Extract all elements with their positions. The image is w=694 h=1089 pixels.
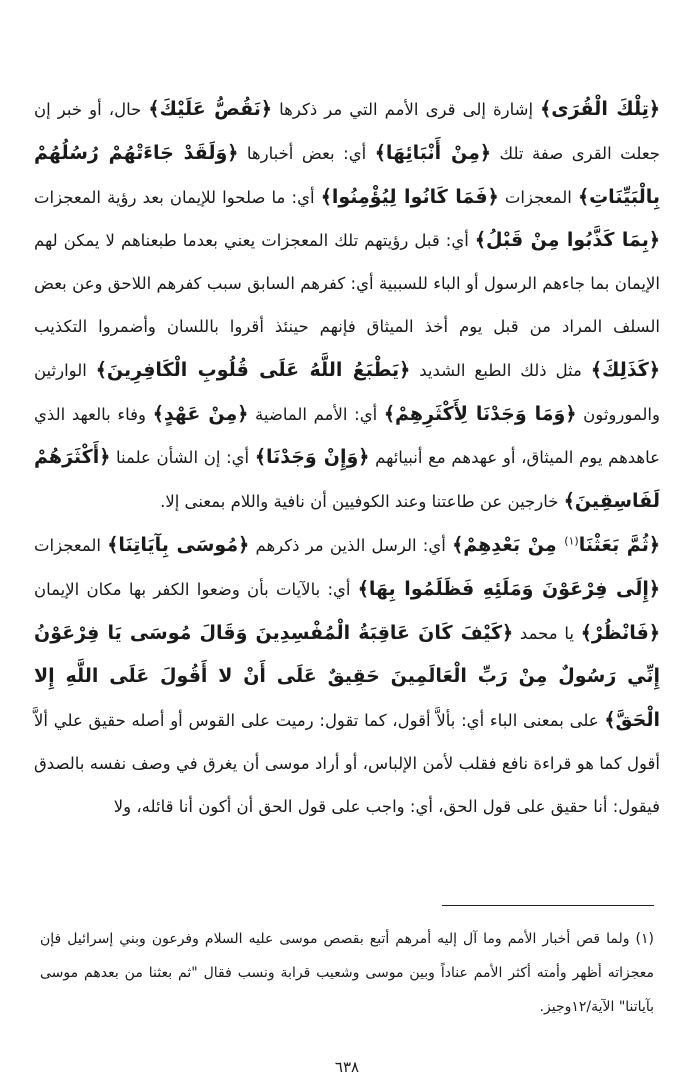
commentary-text: خارجين عن طاعتنا وعند الكوفيين أن نافية واللام بمعنى إلا. bbox=[160, 492, 564, 512]
commentary-text: أي: الأمم الماضية bbox=[248, 404, 384, 424]
commentary-text: أي: بالآيات بأن وضعوا الكفر بها مكان الإيمان bbox=[34, 579, 358, 599]
footnote-text: (١) ولما قص أخبار الأمم وما آل إليه أمرهم أتبع بقصص موسى عليه السلام وفرعون وبني إسرائيل فإن معجزاته أظهر وأمته أكثر الأمم عناداً وبين موسى وشعيب قرابة ونسب فقال "ثم بعثنا من بعدهم موسى بآياتنا" الآية/١٢وجيز. bbox=[40, 931, 654, 1015]
quran-verse: ﴿فَانْظُرْ﴾ bbox=[580, 621, 660, 644]
quran-verse: ﴿كَيْفَ كَانَ عَاقِبَةُ الْمُفْسِدِينَ وَقَالَ مُوسَى يَا فِرْعَوْنُ إِنِّي رَسُولٌ مِنْ رَبِّ الْعَالَمِينَ حَقِيقٌ عَلَى أَنْ لا أَقُولَ عَلَى اللَّهِ إِلا الْحَقَّ﴾ bbox=[34, 621, 660, 732]
quran-verse: ﴿وَإِنْ وَجَدْنَا﴾ bbox=[254, 446, 370, 469]
commentary-text: مثل ذلك الطبع الشديد bbox=[410, 360, 591, 380]
main-text bbox=[34, 88, 660, 829]
commentary-text: على بمعنى الباء أي: بألاَّ أقول، كما تقول: رميت على القوس أو أصله حقيق علي ألاَّ أقول كما هو قراءة نافع فقلب لأمن الإلباس، أو أراد موسى أن يغرق في وصف نفسه بالصدق فيقول: أنا حقيق على قول الحق، أي: واجب على قول الحق أن أكون أنا قائله، ولا bbox=[34, 711, 660, 816]
footnote bbox=[40, 922, 654, 1024]
commentary-text: المعجزات bbox=[498, 187, 578, 207]
quran-verse: ﴿نَقُصُّ عَلَيْكَ﴾ bbox=[148, 98, 273, 120]
commentary-text: أي: بعض أخبارها bbox=[238, 143, 375, 163]
quran-verse: ﴿بِمَا كَذَّبُوا مِنْ قَبْلُ﴾ bbox=[474, 229, 661, 252]
commentary-text: أي: الرسل الذين مر ذكرهم bbox=[249, 535, 453, 555]
quran-verse: مِنْ بَعْدِهِمْ﴾ bbox=[452, 533, 565, 556]
quran-verse: ﴿كَذَلِكَ﴾ bbox=[590, 358, 660, 381]
quran-verse: ﴿مُوسَى بِآيَاتِنَا﴾ bbox=[107, 533, 250, 556]
commentary-text: أي: قبل رؤيتهم تلك المعجزات يعني بعدما طبعناهم لا يمكن لهم الإيمان بما جاءهم الرسول أو الباء للسببية أي: كفرهم السابق سبب كفرهم اللاحق وعن بعض السلف المراد من قبل يوم أخذ الميثاق فإنهم حينئذ أقروا باللسان وأضمروا التكذيب bbox=[34, 231, 660, 336]
paragraph bbox=[34, 524, 660, 829]
commentary-text: المعجزات bbox=[34, 535, 108, 555]
quran-verse: ﴿وَلَقَدْ جَاءَتْهُمْ رُسُلُهُمْ بِالْبَيِّنَاتِ﴾ bbox=[34, 141, 660, 208]
commentary-text: أي: إن الشأن علمنا bbox=[110, 448, 255, 468]
paragraph bbox=[34, 88, 660, 524]
commentary-text: الوارثين والموروثون bbox=[34, 360, 660, 424]
quran-verse: ﴿مِنْ عَهْدٍ﴾ bbox=[152, 402, 249, 425]
quran-verse: ﴿فَمَا كَانُوا لِيُؤْمِنُوا﴾ bbox=[320, 185, 499, 208]
commentary-text: وفاء بالعهد الذي عاهدهم يوم الميثاق، أو عهدهم مع أنبيائهم bbox=[34, 404, 660, 468]
footnote-reference: (١) bbox=[564, 534, 579, 548]
quran-verse: ﴿وَمَا وَجَدْنَا لِأَكْثَرِهِمْ﴾ bbox=[383, 402, 577, 425]
commentary-text: أي: ما صلحوا للإيمان بعد رؤية المعجزات bbox=[34, 187, 321, 207]
quran-verse: ﴿إِلَى فِرْعَوْنَ وَمَلَئِهِ فَظَلَمُوا بِهَا﴾ bbox=[357, 577, 660, 600]
quran-verse: ﴿تِلْكَ الْقُرَى﴾ bbox=[540, 98, 660, 120]
quran-verse: ﴿يَطْبَعُ اللَّهُ عَلَى قُلُوبِ الْكَافِرِينَ﴾ bbox=[95, 358, 411, 381]
quran-verse: ﴿أَكْثَرَهُمْ لَفَاسِقِينَ﴾ bbox=[34, 446, 660, 513]
commentary-text: يا محمد bbox=[513, 623, 581, 643]
commentary-text: حال، أو خبر إن جعلت القرى صفة تلك bbox=[34, 100, 660, 163]
page-number: ٦٣٨ bbox=[334, 1058, 360, 1076]
commentary-text: إشارة إلى قرى الأمم التي مر ذكرها bbox=[272, 100, 541, 119]
quran-verse: ﴿مِنْ أَنْبَائِهَا﴾ bbox=[374, 141, 492, 164]
quran-verse: ﴿ثُمَّ بَعَثْنَا bbox=[578, 533, 660, 556]
footnote-separator bbox=[442, 905, 654, 906]
